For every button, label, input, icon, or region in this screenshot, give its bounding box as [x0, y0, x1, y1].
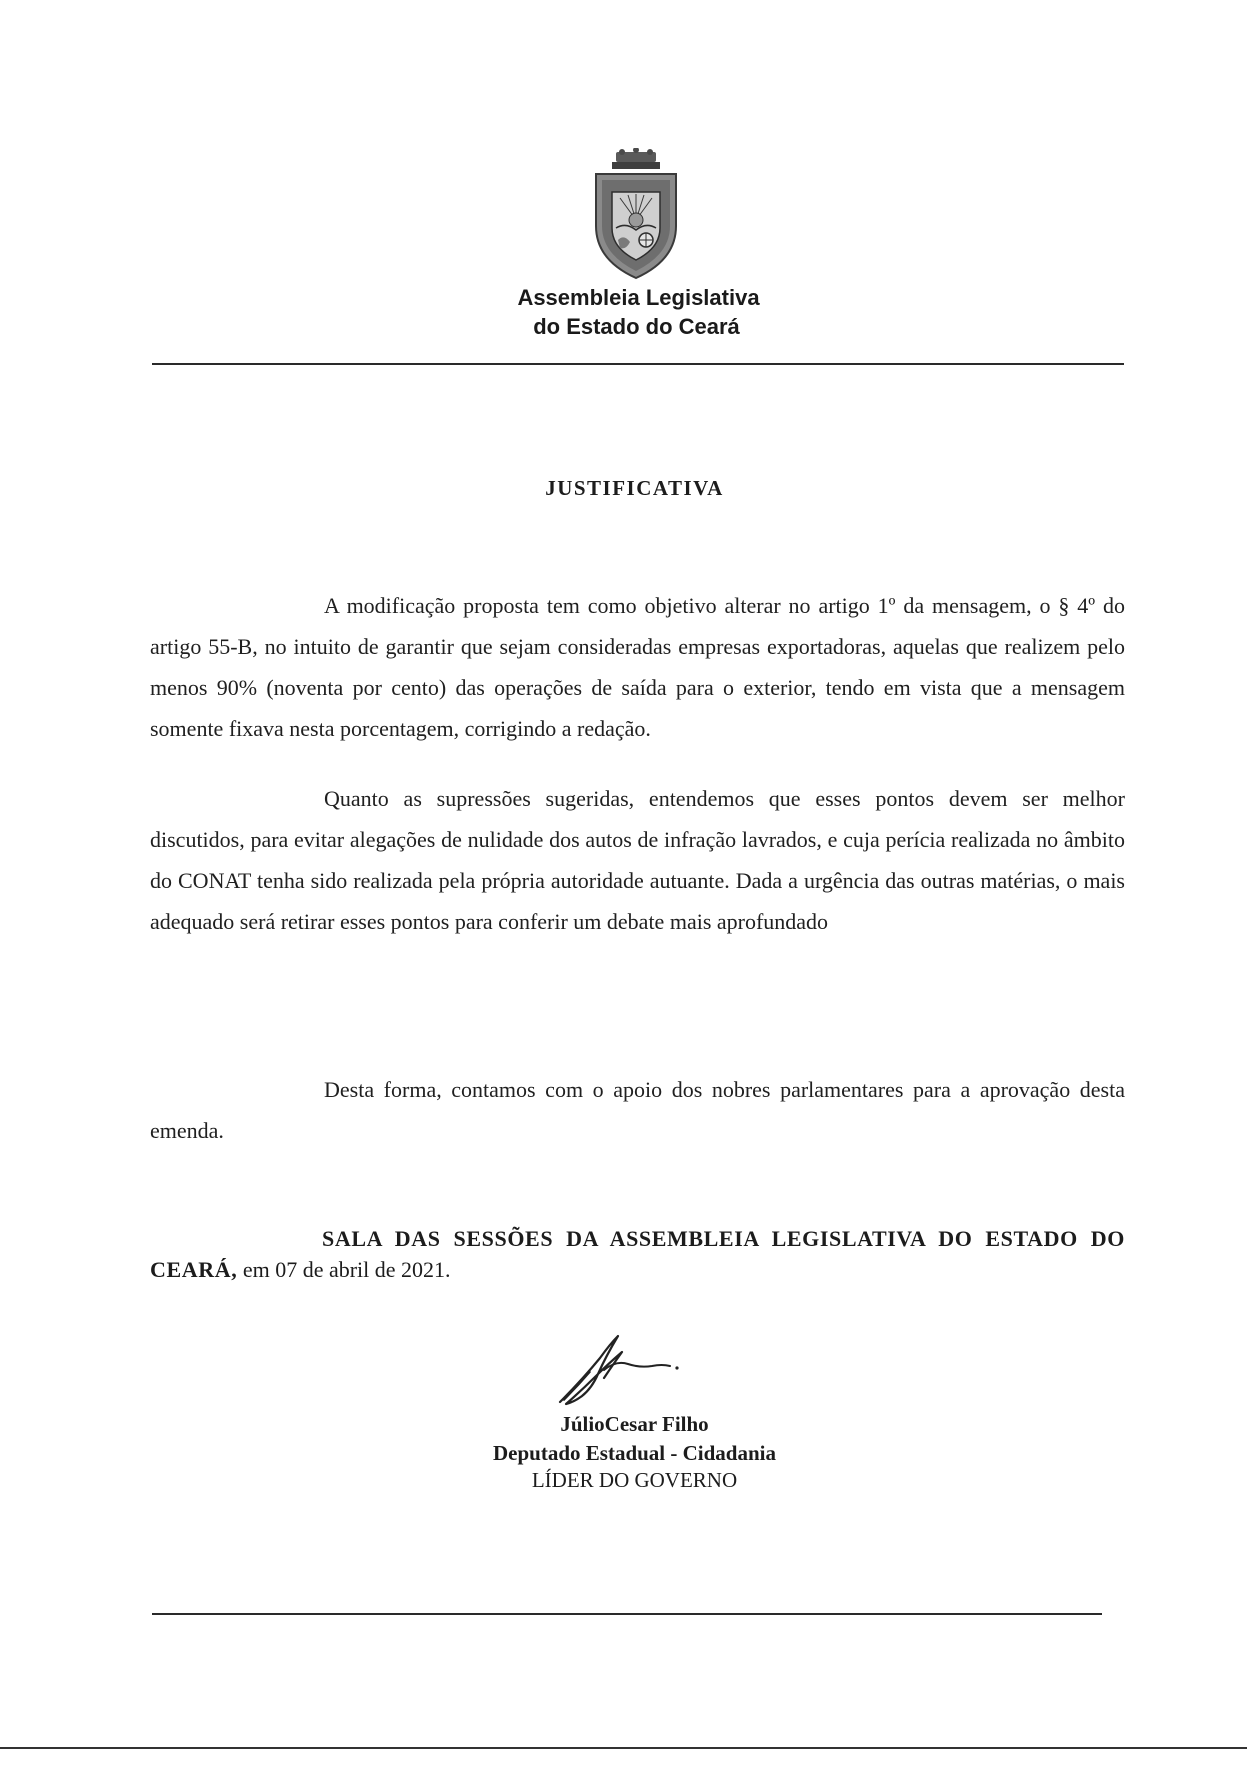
paragraph-1: A modificação proposta tem como objetivo alterar no artigo 1º da mensagem, o § 4º do artigo 55-B, no intuito de garantir que sejam consideradas empresas exportadoras, aquelas que realizem pelo menos 90% (noventa por cento) das operações de saída para o exterior, tendo em vista que a mensagem somente fixava nesta porcentagem, corrigindo a redação.: [150, 593, 1125, 741]
paragraph-3: Desta forma, contamos com o apoio dos nobres parlamentares para a aprovação desta emenda.: [150, 1077, 1125, 1143]
institution-name-line-1: Assembleia Legislativa: [517, 285, 760, 310]
handwritten-signature-icon: [552, 1330, 682, 1410]
page-bottom-edge: [0, 1747, 1247, 1749]
session-closing: [150, 1223, 1125, 1285]
footer-divider: [152, 1613, 1102, 1615]
signer-role: Deputado Estadual - Cidadania: [493, 1441, 776, 1465]
session-date: em 07 de abril de 2021.: [237, 1257, 451, 1282]
institution-name-line-2: do Estado do Ceará: [533, 314, 740, 339]
document-title: JUSTIFICATIVA: [545, 476, 724, 500]
ceara-coat-of-arms-icon: [590, 148, 682, 282]
signer-title: LÍDER DO GOVERNO: [531, 1468, 738, 1492]
paragraph-2: Quanto as supressões sugeridas, entendemos que esses pontos devem ser melhor discutidos, para evitar alegações de nulidade dos autos de infração lavrados, e cuja perícia realizada no âmbito do CONAT tenha sido realizada pela própria autoridade autuante. Dada a urgência das outras matérias, o mais adequado será retirar esses pontos para conferir um debate mais aprofundado: [150, 786, 1125, 934]
header-divider: [152, 363, 1124, 365]
signer-name: JúlioCesar Filho: [560, 1412, 709, 1436]
session-closing-bold: SALA DAS SESSÕES DA ASSEMBLEIA LEGISLATIVA DO ESTADO DO CEARÁ,: [150, 1226, 1125, 1282]
